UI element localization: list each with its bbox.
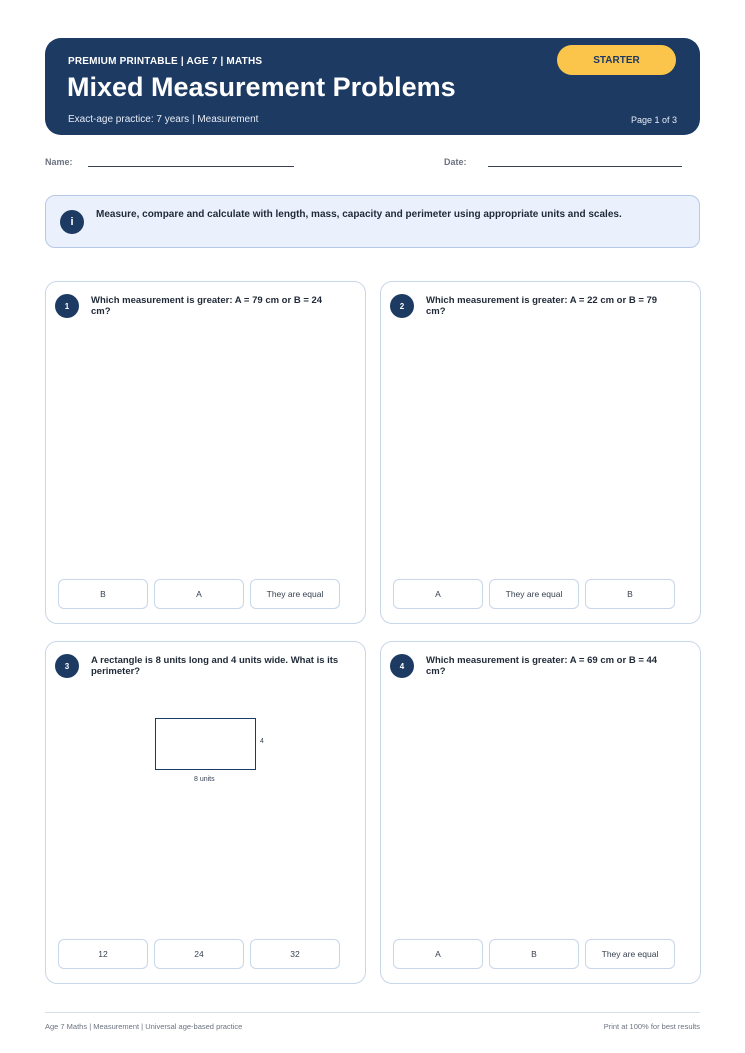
question-card-1 — [45, 281, 366, 624]
answer-option[interactable]: 24 — [154, 939, 244, 969]
page-title: Mixed Measurement Problems — [67, 72, 456, 102]
rectangle-diagram — [155, 718, 256, 770]
instructions-box — [45, 195, 700, 248]
footer-right-text: Print at 100% for best results — [603, 1022, 700, 1031]
question-card-2 — [380, 281, 701, 624]
question-text: A rectangle is 8 units long and 4 units wide. What is its perimeter? — [91, 655, 339, 677]
answer-option[interactable]: A — [393, 579, 483, 609]
worksheet-header — [45, 38, 700, 135]
footer-divider — [45, 1012, 700, 1013]
page-indicator: Page 1 of 3 — [630, 115, 677, 125]
rectangle-height-label: 4 — [260, 738, 264, 745]
date-label: Date: — [444, 157, 467, 167]
answer-option[interactable]: 12 — [58, 939, 148, 969]
answer-option[interactable]: They are equal — [250, 579, 340, 609]
footer-left-text: Age 7 Maths | Measurement | Universal age-based practice — [45, 1022, 243, 1031]
header-kicker: PREMIUM PRINTABLE | AGE 7 | MATHS — [68, 56, 263, 67]
answer-option[interactable]: B — [585, 579, 675, 609]
question-number: 3 — [55, 654, 79, 678]
info-icon: i — [60, 210, 84, 234]
answer-option[interactable]: A — [154, 579, 244, 609]
instructions-text: Measure, compare and calculate with length, mass, capacity and perimeter using appropriate units and scales. — [96, 209, 622, 220]
question-text: Which measurement is greater: A = 69 cm or B = 44 cm? — [426, 655, 658, 677]
answer-option[interactable]: A — [393, 939, 483, 969]
question-number: 1 — [55, 294, 79, 318]
question-number: 4 — [390, 654, 414, 678]
answer-option[interactable]: 32 — [250, 939, 340, 969]
name-field[interactable] — [88, 166, 294, 167]
question-text: Which measurement is greater: A = 79 cm or B = 24 cm? — [91, 295, 323, 317]
date-field[interactable] — [488, 166, 682, 167]
answer-option[interactable]: B — [58, 579, 148, 609]
question-card-4 — [380, 641, 701, 984]
question-text: Which measurement is greater: A = 22 cm or B = 79 cm? — [426, 295, 658, 317]
answer-option[interactable]: They are equal — [489, 579, 579, 609]
name-label: Name: — [45, 157, 73, 167]
question-number: 2 — [390, 294, 414, 318]
question-card-3 — [45, 641, 366, 984]
rectangle-width-label: 8 units — [194, 776, 215, 783]
header-subtitle: Exact-age practice: 7 years | Measurement — [68, 114, 259, 125]
answer-option[interactable]: B — [489, 939, 579, 969]
answer-option[interactable]: They are equal — [585, 939, 675, 969]
difficulty-badge: STARTER — [557, 45, 676, 75]
